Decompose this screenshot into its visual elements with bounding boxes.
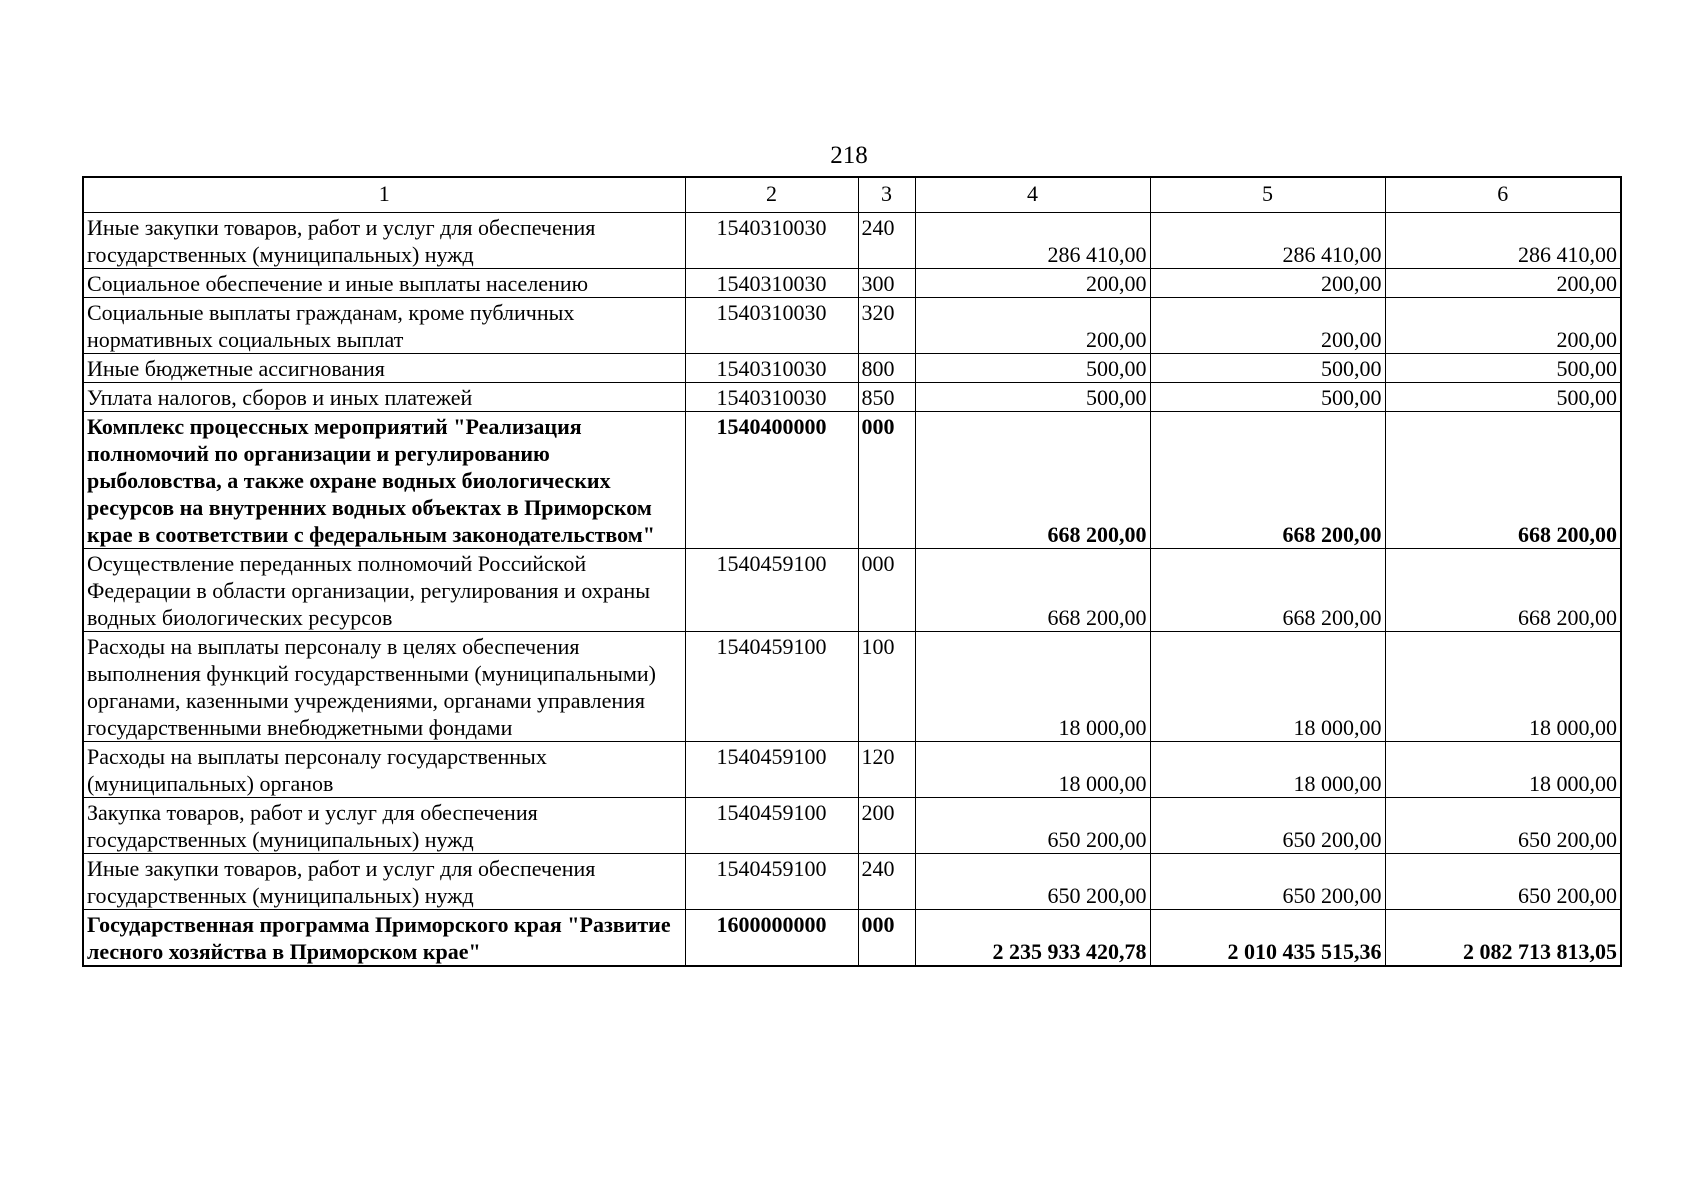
table-row — [83, 383, 1621, 412]
row-code: 1540310030 — [685, 383, 858, 412]
page-number: 218 — [830, 142, 868, 169]
row-amount-col-6: 500,00 — [1385, 354, 1621, 383]
row-amount-col-4: 668 200,00 — [915, 549, 1150, 632]
row-amount-col-6: 2 082 713 813,05 — [1385, 910, 1621, 967]
row-name: Комплекс процессных мероприятий "Реализация полномочий по организации и регулированию рыболовства, а также охране водных биологических ресурсов на внутренних водных объектах в Приморском крае в соответствии с федеральным законодательством" — [83, 412, 685, 549]
row-code: 1540459100 — [685, 854, 858, 910]
row-amount-col-4: 650 200,00 — [915, 854, 1150, 910]
row-code: 1540459100 — [685, 632, 858, 742]
row-type: 320 — [858, 298, 915, 354]
row-type: 100 — [858, 632, 915, 742]
header-col-2: 2 — [685, 177, 858, 213]
table-row — [83, 354, 1621, 383]
header-col-5: 5 — [1150, 177, 1385, 213]
table-header — [83, 177, 1621, 213]
row-code: 1540459100 — [685, 742, 858, 798]
row-amount-col-5: 500,00 — [1150, 383, 1385, 412]
row-type: 240 — [858, 854, 915, 910]
row-amount-col-4: 200,00 — [915, 298, 1150, 354]
row-code: 1540459100 — [685, 549, 858, 632]
row-name: Осуществление переданных полномочий Российской Федерации в области организации, регулирования и охраны водных биологических ресурсов — [83, 549, 685, 632]
row-code: 1540310030 — [685, 269, 858, 298]
row-name: Расходы на выплаты персоналу в целях обеспечения выполнения функций государственными (муниципальными) органами, казенными учреждениями, органами управления государственными внебюджетными фондами — [83, 632, 685, 742]
row-type: 850 — [858, 383, 915, 412]
row-name: Социальное обеспечение и иные выплаты населению — [83, 269, 685, 298]
table-row — [83, 549, 1621, 632]
table-row — [83, 798, 1621, 854]
row-amount-col-4: 200,00 — [915, 269, 1150, 298]
row-amount-col-4: 650 200,00 — [915, 798, 1150, 854]
row-amount-col-4: 500,00 — [915, 354, 1150, 383]
header-row — [83, 177, 1621, 213]
row-amount-col-5: 500,00 — [1150, 354, 1385, 383]
row-name: Социальные выплаты гражданам, кроме публичных нормативных социальных выплат — [83, 298, 685, 354]
header-col-1: 1 — [83, 177, 685, 213]
table-row — [83, 910, 1621, 967]
budget-table — [82, 176, 1622, 967]
table-row — [83, 298, 1621, 354]
row-amount-col-5: 668 200,00 — [1150, 412, 1385, 549]
row-amount-col-4: 286 410,00 — [915, 213, 1150, 269]
row-name: Закупка товаров, работ и услуг для обеспечения государственных (муниципальных) нужд — [83, 798, 685, 854]
row-code: 1540400000 — [685, 412, 858, 549]
row-amount-col-5: 18 000,00 — [1150, 742, 1385, 798]
row-amount-col-5: 200,00 — [1150, 298, 1385, 354]
row-code: 1540310030 — [685, 354, 858, 383]
row-type: 120 — [858, 742, 915, 798]
row-type: 000 — [858, 549, 915, 632]
row-name: Уплата налогов, сборов и иных платежей — [83, 383, 685, 412]
row-type: 800 — [858, 354, 915, 383]
table-row — [83, 412, 1621, 549]
row-code: 1540459100 — [685, 798, 858, 854]
table-row — [83, 213, 1621, 269]
row-amount-col-5: 668 200,00 — [1150, 549, 1385, 632]
row-amount-col-6: 668 200,00 — [1385, 549, 1621, 632]
row-code: 1540310030 — [685, 298, 858, 354]
row-amount-col-6: 650 200,00 — [1385, 798, 1621, 854]
row-amount-col-6: 286 410,00 — [1385, 213, 1621, 269]
table-row — [83, 632, 1621, 742]
row-amount-col-4: 668 200,00 — [915, 412, 1150, 549]
row-amount-col-6: 18 000,00 — [1385, 632, 1621, 742]
row-amount-col-5: 200,00 — [1150, 269, 1385, 298]
row-type: 240 — [858, 213, 915, 269]
row-name: Иные бюджетные ассигнования — [83, 354, 685, 383]
header-col-6: 6 — [1385, 177, 1621, 213]
table-row — [83, 854, 1621, 910]
row-amount-col-4: 500,00 — [915, 383, 1150, 412]
row-amount-col-6: 200,00 — [1385, 298, 1621, 354]
row-amount-col-4: 18 000,00 — [915, 742, 1150, 798]
table-body — [83, 213, 1621, 967]
row-amount-col-5: 2 010 435 515,36 — [1150, 910, 1385, 967]
row-type: 000 — [858, 910, 915, 967]
row-amount-col-5: 18 000,00 — [1150, 632, 1385, 742]
row-amount-col-5: 650 200,00 — [1150, 798, 1385, 854]
row-code: 1540310030 — [685, 213, 858, 269]
row-type: 300 — [858, 269, 915, 298]
row-type: 000 — [858, 412, 915, 549]
header-col-4: 4 — [915, 177, 1150, 213]
row-amount-col-6: 650 200,00 — [1385, 854, 1621, 910]
row-name: Иные закупки товаров, работ и услуг для обеспечения государственных (муниципальных) нужд — [83, 213, 685, 269]
row-type: 200 — [858, 798, 915, 854]
row-name: Государственная программа Приморского края "Развитие лесного хозяйства в Приморском крае" — [83, 910, 685, 967]
row-amount-col-4: 2 235 933 420,78 — [915, 910, 1150, 967]
header-col-3: 3 — [858, 177, 915, 213]
row-amount-col-6: 500,00 — [1385, 383, 1621, 412]
row-code: 1600000000 — [685, 910, 858, 967]
row-amount-col-6: 200,00 — [1385, 269, 1621, 298]
row-amount-col-5: 286 410,00 — [1150, 213, 1385, 269]
row-amount-col-4: 18 000,00 — [915, 632, 1150, 742]
table-row — [83, 269, 1621, 298]
row-amount-col-5: 650 200,00 — [1150, 854, 1385, 910]
row-name: Иные закупки товаров, работ и услуг для обеспечения государственных (муниципальных) нужд — [83, 854, 685, 910]
row-name: Расходы на выплаты персоналу государственных (муниципальных) органов — [83, 742, 685, 798]
table-row — [83, 742, 1621, 798]
row-amount-col-6: 668 200,00 — [1385, 412, 1621, 549]
row-amount-col-6: 18 000,00 — [1385, 742, 1621, 798]
